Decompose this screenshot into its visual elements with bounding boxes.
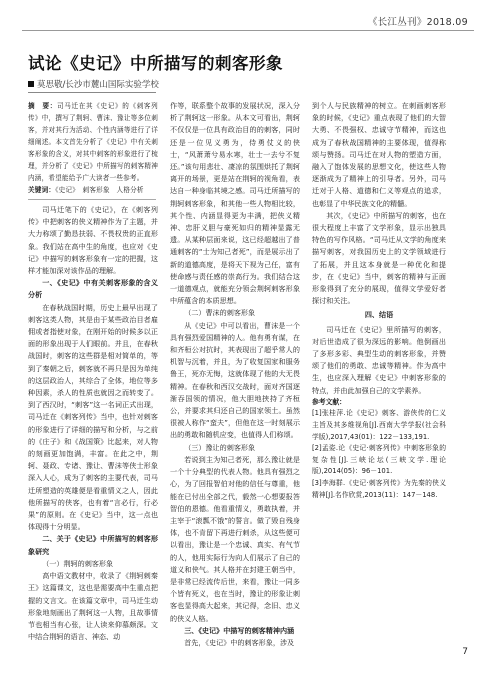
paragraph: 在春秋战国时期，历史上最早出现了刺客这类人物，其是由于某些政治目者雇佣或者指使对象，在刚开始的时候多以正面的形象出现于人们眼前。并且，在春秋战国时，刺客的这些群是相对简单的，等到了秦朝之后，刺客就不再只是因为单纯的这层政治人，其综合了全体，地位等多种因素，杀人的性质也就因之而转变了。到了西汉时，“刺客”这一名词正式出现，司马迁在《刺客列传》当中，也针对刺客的形象进行了详细的描写和分析，与之前的《庄子》和《战国策》比起来，对人物的刻画更加饱满，丰富。在此之中，荆轲、聂政、专诸、豫让、曹沫等侠士形象深入人心，成为了刺客的主要代表，司马迁所塑造的英雄便是看重情义之人，因此他所描写的侠客，也有着“言必行，行必果”的原则。在《史记》当中，这一点也体现得十分明显。 bbox=[28, 302, 158, 532]
column-3 bbox=[312, 100, 446, 501]
author-name: 莫思敬/长沙市麓山国际实验学校 bbox=[37, 80, 159, 90]
references bbox=[312, 397, 446, 501]
paragraph: 若说到主为知己者死，那么豫让就是一个十分典型的代表人物。他具有强烈之心，为了回报智伯对他的信任与尊重，他能在已付出全部之代，毅然一心想要报答智伯的恩德。他看重情义，勇敢执着，并主宰于“滚瓢不饿”的誓言。做了毁自残身体，也不肯留下再进行刺杀，从这些便可以看出，豫让是一个忠诚、真实、有气节的人，他用实际行为向人们展示了自己的道义和侠气。其人格并在封建王朝当中，是非常已经流传后世，来看，豫让一同多个皆有死义，也在当时，豫让的形象让刺客也显得高大起来，其记得，念旧、忠义的侠义人格。 bbox=[170, 454, 300, 623]
header-rule bbox=[22, 30, 474, 31]
section-heading: 一、《史记》中有关刺客形象的含义分析 bbox=[28, 278, 158, 300]
column-2 bbox=[170, 100, 300, 649]
paragraph: 司马迁在《史记》里所描写的刺客，对后世造成了很为深远的影响。他倒画出了多形多彩、典型生动的刺客形象，并赞颂了他们的勇敢、忠诚等精神。作为高中生，也应深入理解《史记》中刺客形象的特点，并由此加强自己的文学素养。 bbox=[312, 324, 446, 395]
paragraph: 首先，《史记》中的刺客形象，涉及 bbox=[184, 637, 295, 647]
keywords-text: 《史记》 刺客形象 人格分析 bbox=[55, 186, 144, 194]
keywords-label: 关键词： bbox=[28, 186, 56, 194]
abstract-divider bbox=[28, 199, 156, 200]
square-bullet-icon bbox=[28, 81, 34, 87]
section-heading: 三、《史记》中描写的刺客精神内涵 bbox=[184, 625, 295, 635]
paragraph: 司马迁笔下的《史记》，在《刺客列传》中把刺客的侠义精神作为了主题，并大力称颂了勤恳扶弱、不畏权贵的正直形象。我们站在高中生的角度，也应对《史记》中描写的刺客形象有一定的把握，这样才能加深对该作品的理解。 bbox=[28, 205, 158, 276]
reference-item: [2]孟姿.论《史记·刺客列传》中刺客形象的复杂性[J].三峡论坛(三峡文学.理论版),2014(05)：96－101. bbox=[312, 444, 446, 476]
abstract-text: 司马迁在其《史记》的《刺客列传》中，撰写了荆轲、曹沫、豫让等多位刺客，并对其行为活动、个性内涵等进行了详细阐述。本文首先分析了《史记》中有关刺客形象的含义，对其中刺客的形象进行了梳理，并分析了《史记》中所描写的刺客精神内涵，希望能给予广大读者一些参考。 bbox=[28, 102, 158, 182]
subsection-heading: （二）曹沫的刺客形象 bbox=[184, 308, 256, 318]
section-heading: 二、关于《史记》中所描写的刺客形象研究 bbox=[28, 534, 158, 556]
paragraph: 到个人与民族精神的树立。在刺画刺客形象的时候，《史记》重点表现了他们的大智大勇、不畏强权、忠诚守节精神，而这也成为了春秋战国精神的主要体现，值得称颂与赞扬。司马迁在对人物的塑造方面，融入了饱体发展的思想文化，使这些人物逐渐成为了精神上的引导者。另外，司马迁对于人格、道德和仁义等观点的追求，也彰显了中华民族文化的精髓。 bbox=[312, 101, 446, 208]
subsection-heading: （三）豫让的刺客形象 bbox=[184, 442, 256, 452]
paragraph: 作等，联系整个故事的发展状况，深入分析了荆轲这一形象。从本文可看出，荆轲不仅仅是一位具有政治目的的刺客，同时还是一位见义勇为，侍勇仗义的侠士，“风萧萧兮易水寒，壮士一去兮不复还。”该句用悲壮、凄凉的氛围烘托了荆轲离开的场景，更是站在荆轲的视角看，表达自一种身临其境之感。司马迁所描写的荆轲刺客形象，和其他一些人物相比较，其个性、内涵显得更为丰满，把侠义精神、忠肝义胆与豪死如归的精神显露无遗。从某种层面来说，这已经超越出了普通刺客的“士为知己者死”，而是展示出了新的道德高度，是将天下视为己任，富有使命感与责任感的崇高行为。我们结合这一道德观点，就能充分领会荆轲刺客形象中所蕴含的本质思想。 bbox=[170, 101, 300, 306]
paragraph: 从《史记》中可以看出，曹沫是一个具有强烈爱国精神的人。他有勇有谋，在和齐桓公对抗时，其表现出了超乎常人的机智与沉着，并且，为了收复国家和服务鲁王，死亦无悔，这就体现了他的大无畏精神。在春秋和西汉交战时，面对齐国逐渐吞国领的情况，他大胆地挟持了齐桓公，并要求其归还自己的国家领土。虽然很被人称作“蛮夫”，但他在这一时刻展示出的勇敢和随机应变，也值得人们称颂。 bbox=[170, 320, 300, 440]
subsection-heading: （一）荆轲的刺客形象 bbox=[42, 558, 114, 568]
author-rule bbox=[28, 92, 156, 93]
reference-item: [3]李海群.《史记·刺客列传》为先秦的侠义精神[J].名作欣赏,2013(11)：147－148. bbox=[312, 479, 446, 499]
abstract-label: 摘 要： bbox=[28, 102, 57, 110]
references-title: 参考文献： bbox=[312, 397, 346, 406]
author-line bbox=[28, 78, 159, 90]
article-title: 试论《史记》中所描写的刺客形象 bbox=[28, 54, 283, 73]
abstract bbox=[28, 100, 158, 184]
keywords bbox=[28, 184, 158, 196]
page-number: 7 bbox=[462, 647, 468, 657]
paragraph: 高中语文教材中，收录了《荆轲刺秦王》这篇课文，这也是需要高中生重点把握的文言文。在该篇文章中，司马迁生动形象地刻画出了荆轲这一人物，且故事情节也相当有心张，让人读来仰慕颇深。文中结合荆轲的语言、神态、动 bbox=[28, 571, 158, 642]
section-heading: 四、结语 bbox=[364, 310, 394, 320]
reference-item: [1]张桂萍.论《史记》刺客、游侠传的仁义主旨及其多维视角[J].西南大学学报(社会科学版),2017,43(01)：122－133,191. bbox=[312, 409, 446, 441]
journal-header: 《长江丛刊》2018.09 bbox=[367, 17, 468, 28]
column-1 bbox=[28, 100, 158, 643]
paragraph: 其次，《史记》中所描写的刺客，也在很大程度上丰富了文学形象，显示出独具特色的写作风格。“司马迁从文学的角度来描写刺客，对我国历史上的文学领域进行了拓展，并且这本身就是一种优化和提步，在《史记》当中，刺客的精神与正面形象得到了充分的展现，值得文学爱好者探讨和关注。 bbox=[312, 210, 446, 306]
